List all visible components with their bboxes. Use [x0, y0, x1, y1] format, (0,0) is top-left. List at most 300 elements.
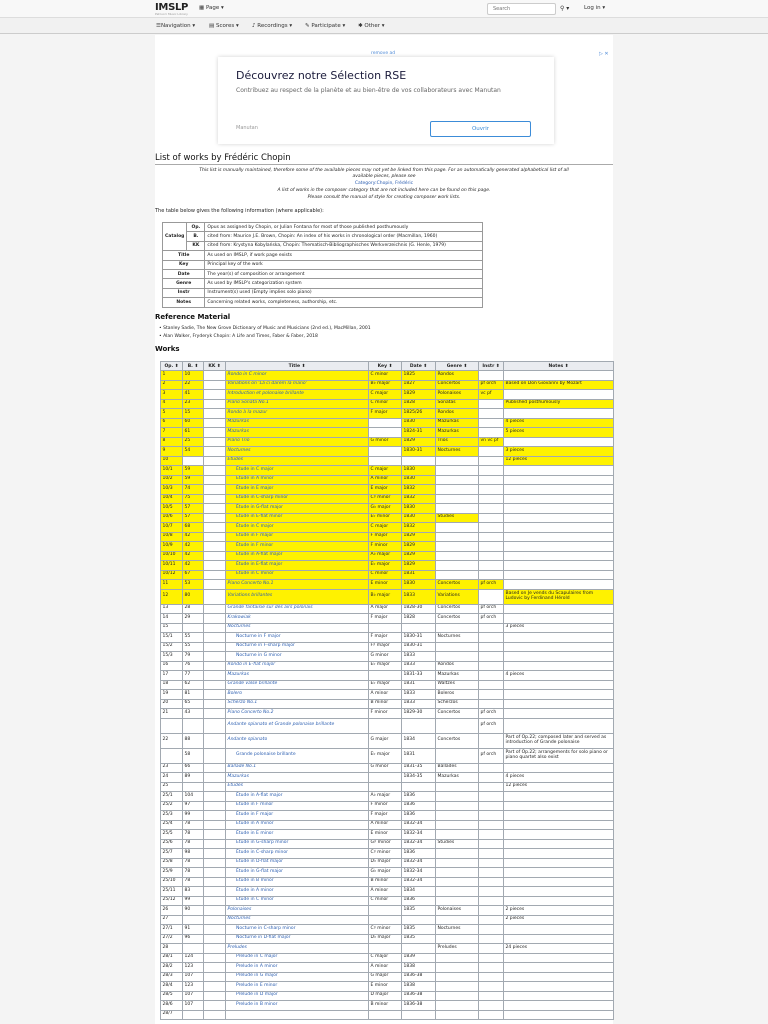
cell-date — [402, 782, 436, 792]
cell-genre: Sonatas — [436, 399, 479, 409]
legend-key: Key — [163, 260, 205, 269]
cell-kk — [204, 763, 226, 773]
cell-title[interactable]: Nocturnes — [226, 447, 369, 457]
cell-key: D♭ major — [369, 934, 402, 944]
legend-key: B. — [187, 232, 205, 241]
cell-brown: 15 — [183, 409, 204, 419]
nav-scores[interactable]: ▤ Scores ▾ — [209, 23, 239, 29]
cell-brown: 80 — [183, 589, 204, 604]
cell-kk — [204, 839, 226, 849]
cell-opus: 28/2 — [161, 963, 183, 973]
column-header[interactable]: Date ⬍ — [402, 362, 436, 371]
cell-title[interactable]: Étude in A-flat major — [226, 551, 369, 561]
table-row — [161, 428, 614, 438]
intro-line-2: available pieces, please see — [352, 174, 416, 179]
cell-opus: 7 — [161, 428, 183, 438]
cell-genre — [436, 494, 479, 504]
cell-opus: 23 — [161, 763, 183, 773]
cell-instr — [479, 801, 504, 811]
cell-brown: 67 — [183, 570, 204, 580]
legend-value: Concerning related works, completeness, authorship, etc. — [205, 298, 483, 307]
advertisement[interactable] — [218, 57, 554, 144]
cell-date: 1832 — [402, 485, 436, 495]
cell-genre — [436, 877, 479, 887]
cell-brown: 42 — [183, 561, 204, 571]
cell-title[interactable]: Étude in E minor — [226, 830, 369, 840]
cell-title[interactable]: Piano Sonata No.1 — [226, 399, 369, 409]
cell-kk — [204, 773, 226, 783]
cell-date: 1830 — [402, 580, 436, 590]
cell-kk — [204, 494, 226, 504]
cell-notes — [504, 551, 614, 561]
menu-icon: ☰ — [156, 23, 161, 29]
cell-notes — [504, 934, 614, 944]
cell-title[interactable]: Étude in C major — [226, 466, 369, 476]
imslp-logo[interactable]: IMSLP — [155, 2, 189, 13]
cell-date — [402, 1010, 436, 1020]
table-row — [161, 849, 614, 859]
cell-genre — [436, 792, 479, 802]
cell-key: F major — [369, 633, 402, 643]
cell-brown: 74 — [183, 485, 204, 495]
cell-kk — [204, 1001, 226, 1011]
cell-kk — [204, 944, 226, 954]
cell-notes — [504, 991, 614, 1001]
cell-title[interactable]: Bolero — [226, 690, 369, 700]
cell-opus: 4 — [161, 399, 183, 409]
page-menu-dropdown[interactable]: ▦ Page ▾ — [199, 5, 224, 11]
cell-kk — [204, 652, 226, 662]
cell-instr — [479, 661, 504, 671]
cell-instr: vc pf — [479, 390, 504, 400]
legend-row — [163, 232, 483, 241]
cell-notes — [504, 887, 614, 897]
cell-key: E minor — [369, 830, 402, 840]
legend-row — [163, 269, 483, 278]
cell-key — [369, 718, 402, 733]
intro-line-1: This list is manually maintained, therefore some of the available pieces may not yet be linked from this page. For an automatically generated alphabetical list of all — [199, 168, 569, 173]
column-header[interactable]: Notes ⬍ — [504, 362, 614, 371]
cell-opus: 25 — [161, 782, 183, 792]
cell-title[interactable]: Étude in A-flat major — [226, 792, 369, 802]
cell-title[interactable]: Ballade No.1 — [226, 763, 369, 773]
cell-notes — [504, 561, 614, 571]
table-row — [161, 839, 614, 849]
cell-notes — [504, 982, 614, 992]
works-heading: Works — [155, 345, 180, 353]
table-row — [161, 614, 614, 624]
cell-notes — [504, 580, 614, 590]
cell-title[interactable]: Étude in F minor — [226, 801, 369, 811]
cell-title[interactable]: Études — [226, 782, 369, 792]
cell-date: 1830-31 — [402, 447, 436, 457]
cell-notes — [504, 801, 614, 811]
nav-other[interactable]: ✱ Other ▾ — [358, 23, 385, 29]
table-row — [161, 763, 614, 773]
page-title: List of works by Frédéric Chopin — [155, 153, 613, 165]
cell-notes — [504, 896, 614, 906]
cell-notes — [504, 849, 614, 859]
cell-title[interactable]: Étude in F major — [226, 532, 369, 542]
cell-brown: 96 — [183, 934, 204, 944]
legend-row — [163, 241, 483, 250]
cell-instr — [479, 763, 504, 773]
table-row — [161, 561, 614, 571]
table-row — [161, 801, 614, 811]
cell-title[interactable]: Mazurkas — [226, 428, 369, 438]
cell-kk — [204, 925, 226, 935]
category-link[interactable]: Category:Chopin, Frédéric — [354, 181, 414, 186]
cell-title — [226, 1010, 369, 1020]
ad-close-icon[interactable]: ▷ ✕ — [599, 51, 609, 57]
cell-notes: 2 pieces — [504, 915, 614, 925]
cell-key: A minor — [369, 963, 402, 973]
cell-notes — [504, 690, 614, 700]
cell-title[interactable]: Étude in G-sharp minor — [226, 839, 369, 849]
cell-title[interactable]: Variations on 'Là ci darem la mano' — [226, 380, 369, 390]
cell-title[interactable]: Introduction et polonaise brillante — [226, 390, 369, 400]
cell-title[interactable]: Étude in A minor — [226, 820, 369, 830]
cell-title[interactable]: Preludes — [226, 944, 369, 954]
cell-title[interactable]: Mazurkas — [226, 418, 369, 428]
cell-title[interactable]: Nocturne in F-sharp major — [226, 642, 369, 652]
column-header[interactable]: Title ⬍ — [226, 362, 369, 371]
table-row — [161, 551, 614, 561]
cell-kk — [204, 623, 226, 633]
cell-kk — [204, 1010, 226, 1020]
cell-opus: 10/1 — [161, 466, 183, 476]
cell-genre — [436, 485, 479, 495]
cell-key: B minor — [369, 877, 402, 887]
cell-title[interactable]: Nocturne in G minor — [226, 652, 369, 662]
cell-kk — [204, 475, 226, 485]
cell-notes — [504, 811, 614, 821]
cell-notes — [504, 494, 614, 504]
cell-brown: 76 — [183, 661, 204, 671]
top-bar — [0, 0, 768, 18]
cell-genre: Nocturnes — [436, 925, 479, 935]
cell-instr — [479, 589, 504, 604]
cell-genre: Concertos — [436, 604, 479, 614]
cell-title[interactable]: Étude in C minor — [226, 570, 369, 580]
cell-date: 1836-38 — [402, 991, 436, 1001]
cell-title[interactable]: Piano Concerto No.2 — [226, 709, 369, 719]
cell-brown: 75 — [183, 494, 204, 504]
cell-opus: 26 — [161, 906, 183, 916]
cell-notes — [504, 718, 614, 733]
cell-brown: 78 — [183, 820, 204, 830]
cell-title[interactable]: Piano Trio — [226, 437, 369, 447]
cell-title[interactable]: Prelude in G major — [226, 972, 369, 982]
cell-title[interactable]: Prelude in A minor — [226, 963, 369, 973]
search-icon[interactable]: ⚲ ▾ — [560, 5, 570, 12]
cell-key — [369, 671, 402, 681]
ad-open-button[interactable]: Ouvrir — [430, 121, 531, 137]
cell-opus: 18 — [161, 680, 183, 690]
cell-genre: Studies — [436, 839, 479, 849]
cell-date: 1838 — [402, 982, 436, 992]
cell-instr — [479, 877, 504, 887]
cell-title[interactable]: Prelude in D major — [226, 991, 369, 1001]
cell-brown: 41 — [183, 390, 204, 400]
scores-icon: ▤ — [209, 23, 216, 29]
cell-brown: 42 — [183, 542, 204, 552]
legend-value: Principal key of the work — [205, 260, 483, 269]
cell-brown: 55 — [183, 642, 204, 652]
cell-brown: 23 — [183, 399, 204, 409]
table-row — [161, 733, 614, 748]
cell-key: E minor — [369, 580, 402, 590]
cell-genre — [436, 915, 479, 925]
table-row — [161, 418, 614, 428]
nav-participate[interactable]: ✎ Participate ▾ — [305, 23, 346, 29]
cell-title[interactable]: Étude in A minor — [226, 887, 369, 897]
column-header[interactable]: KK ⬍ — [204, 362, 226, 371]
cell-genre: Mazurkas — [436, 773, 479, 783]
column-header[interactable]: Genre ⬍ — [436, 362, 479, 371]
cell-opus: 25/3 — [161, 811, 183, 821]
table-row — [161, 811, 614, 821]
cell-title[interactable]: Nocturne in F major — [226, 633, 369, 643]
cell-title[interactable]: Étude in C-sharp minor — [226, 494, 369, 504]
cell-brown: 66 — [183, 763, 204, 773]
cell-title[interactable]: Étude in B minor — [226, 877, 369, 887]
cell-brown: 29 — [183, 614, 204, 624]
legend-value: Opus as assigned by Chopin, or Julian Fontana for most of those published posthumously — [205, 223, 483, 232]
cell-title[interactable]: Grande fantaisie sur des airs polonais — [226, 604, 369, 614]
cell-kk — [204, 991, 226, 1001]
cell-title[interactable]: Mazurkas — [226, 671, 369, 681]
cell-brown — [183, 944, 204, 954]
cell-title[interactable]: Grande polonaise brillante — [226, 748, 369, 763]
cell-title[interactable]: Variations brillantes — [226, 589, 369, 604]
cell-key: G major — [369, 972, 402, 982]
cell-opus: 25/7 — [161, 849, 183, 859]
cell-opus: 17 — [161, 671, 183, 681]
cell-title[interactable]: Nocturnes — [226, 915, 369, 925]
cell-kk — [204, 409, 226, 419]
cell-instr — [479, 733, 504, 748]
cell-date: 1831-35 — [402, 763, 436, 773]
cell-title[interactable]: Étude in G-flat major — [226, 504, 369, 514]
cell-opus: 8 — [161, 437, 183, 447]
cell-title[interactable]: Rondo in E-flat major — [226, 661, 369, 671]
cell-date: 1832-34 — [402, 877, 436, 887]
cell-notes — [504, 504, 614, 514]
cell-title[interactable]: Piano Concerto No.1 — [226, 580, 369, 590]
cell-key: E♭ major — [369, 661, 402, 671]
cell-title[interactable]: Étude in F minor — [226, 542, 369, 552]
cell-key: A♭ major — [369, 792, 402, 802]
cell-title[interactable]: Andante spianato — [226, 733, 369, 748]
cell-title[interactable]: Krakowiak — [226, 614, 369, 624]
column-header[interactable]: Op. ⬍ — [161, 362, 183, 371]
cell-opus: 25/2 — [161, 801, 183, 811]
cell-title[interactable]: Étude in F major — [226, 811, 369, 821]
cell-title[interactable]: Étude in D-flat major — [226, 858, 369, 868]
cell-kk — [204, 915, 226, 925]
table-row — [161, 399, 614, 409]
cell-kk — [204, 868, 226, 878]
cell-notes — [504, 925, 614, 935]
cell-brown: 61 — [183, 428, 204, 438]
cell-kk — [204, 782, 226, 792]
cell-key: F minor — [369, 801, 402, 811]
cell-date: 1830-31 — [402, 642, 436, 652]
cell-key: F major — [369, 614, 402, 624]
cell-title[interactable]: Nocturnes — [226, 623, 369, 633]
cell-key — [369, 456, 402, 466]
table-row — [161, 580, 614, 590]
cell-title[interactable]: Scherzo No.1 — [226, 699, 369, 709]
cell-instr — [479, 652, 504, 662]
cell-notes: 3 pieces — [504, 447, 614, 457]
cell-title[interactable]: Étude in A minor — [226, 475, 369, 485]
cell-opus: 28/5 — [161, 991, 183, 1001]
table-row — [161, 380, 614, 390]
cell-key: A minor — [369, 820, 402, 830]
cell-kk — [204, 830, 226, 840]
cell-opus: 24 — [161, 773, 183, 783]
cell-notes — [504, 830, 614, 840]
cell-genre: Polonaises — [436, 390, 479, 400]
cell-date: 1838 — [402, 963, 436, 973]
cell-brown: 60 — [183, 418, 204, 428]
column-header[interactable]: B. ⬍ — [183, 362, 204, 371]
cell-notes — [504, 570, 614, 580]
cell-instr — [479, 475, 504, 485]
cell-notes — [504, 642, 614, 652]
cell-notes: 12 pieces — [504, 782, 614, 792]
cell-opus: 25/9 — [161, 868, 183, 878]
cell-kk — [204, 532, 226, 542]
cell-key: C major — [369, 523, 402, 533]
cell-instr — [479, 513, 504, 523]
cell-brown: 42 — [183, 551, 204, 561]
cell-title[interactable]: Étude in E-flat minor — [226, 513, 369, 523]
search-input[interactable] — [487, 3, 556, 15]
cell-brown: 98 — [183, 849, 204, 859]
cell-instr — [479, 399, 504, 409]
cell-date: 1829 — [402, 551, 436, 561]
cell-key: F♯ major — [369, 642, 402, 652]
cell-title[interactable]: Prelude in E minor — [226, 982, 369, 992]
cell-title[interactable]: Grande valse brillante — [226, 680, 369, 690]
cell-date: 1830 — [402, 418, 436, 428]
cell-date: 1833 — [402, 699, 436, 709]
cell-title[interactable]: Mazurkas — [226, 773, 369, 783]
cell-key — [369, 944, 402, 954]
table-row — [161, 475, 614, 485]
cell-genre — [436, 456, 479, 466]
cell-genre — [436, 570, 479, 580]
cell-title[interactable]: Étude in C-sharp minor — [226, 849, 369, 859]
cell-notes — [504, 1001, 614, 1011]
cell-date: 1830-31 — [402, 633, 436, 643]
cell-notes — [504, 839, 614, 849]
cell-opus: 10 — [161, 456, 183, 466]
cell-opus: 10/10 — [161, 551, 183, 561]
cell-genre: Mazurkas — [436, 418, 479, 428]
cell-instr — [479, 633, 504, 643]
cell-instr — [479, 782, 504, 792]
cell-key — [369, 773, 402, 783]
cell-title[interactable]: Nocturne in C-sharp minor — [226, 925, 369, 935]
cell-brown: 22 — [183, 380, 204, 390]
cell-genre: Trios — [436, 437, 479, 447]
legend-key: Instr — [163, 288, 205, 297]
nav-navigation[interactable]: ☰Navigation ▾ — [156, 23, 196, 29]
cell-notes: Published posthumously — [504, 399, 614, 409]
cell-kk — [204, 934, 226, 944]
table-row — [161, 466, 614, 476]
cell-instr — [479, 887, 504, 897]
legend-key: Notes — [163, 298, 205, 307]
cell-title[interactable]: Étude in E-flat major — [226, 561, 369, 571]
cell-notes — [504, 437, 614, 447]
cell-genre — [436, 542, 479, 552]
column-header[interactable]: Key ⬍ — [369, 362, 402, 371]
cell-title[interactable]: Rondo in C minor — [226, 371, 369, 381]
cell-title[interactable]: Études — [226, 456, 369, 466]
legend-key: Genre — [163, 279, 205, 288]
cell-title[interactable]: Étude in E major — [226, 485, 369, 495]
table-row — [161, 409, 614, 419]
cell-brown — [183, 718, 204, 733]
cell-title[interactable]: Rondo à la mazur — [226, 409, 369, 419]
cell-opus: 6 — [161, 418, 183, 428]
cell-title[interactable]: Prelude in B minor — [226, 1001, 369, 1011]
cell-genre — [436, 1010, 479, 1020]
column-header[interactable]: Instr ⬍ — [479, 362, 504, 371]
cell-key: F major — [369, 409, 402, 419]
table-row — [161, 671, 614, 681]
table-row — [161, 532, 614, 542]
cell-kk — [204, 887, 226, 897]
cell-title[interactable]: Prelude in C major — [226, 953, 369, 963]
cell-key: G minor — [369, 437, 402, 447]
cell-date: 1836 — [402, 849, 436, 859]
cell-key: E♭ major — [369, 680, 402, 690]
cell-genre — [436, 887, 479, 897]
cell-title[interactable]: Étude in G-flat major — [226, 868, 369, 878]
cell-title[interactable]: Étude in C major — [226, 523, 369, 533]
cell-key: C minor — [369, 896, 402, 906]
cell-key: G major — [369, 733, 402, 748]
cell-notes — [504, 868, 614, 878]
login-menu[interactable]: Log in ▾ — [584, 5, 606, 11]
cell-key — [369, 1010, 402, 1020]
remove-ad-link[interactable]: remove ad — [371, 51, 396, 56]
cell-opus: 10/12 — [161, 570, 183, 580]
cell-title[interactable]: Andante spianato et Grande polonaise brillante — [226, 718, 369, 733]
cell-date — [402, 944, 436, 954]
cell-notes: Part of Op.22; arrangements for solo piano or piano quartet also exist — [504, 748, 614, 763]
cell-brown: 97 — [183, 801, 204, 811]
cell-brown: 65 — [183, 699, 204, 709]
cell-kk — [204, 858, 226, 868]
nav-recordings[interactable]: ♪ Recordings ▾ — [252, 23, 293, 29]
cell-brown: 78 — [183, 858, 204, 868]
cell-notes: 4 pieces — [504, 418, 614, 428]
cell-notes — [504, 858, 614, 868]
cell-brown: 57 — [183, 504, 204, 514]
cell-date: 1834-35 — [402, 773, 436, 783]
cell-title[interactable]: Nocturne in D-flat major — [226, 934, 369, 944]
cell-title[interactable]: Étude in C minor — [226, 896, 369, 906]
cell-title[interactable]: Polonaises — [226, 906, 369, 916]
cell-genre — [436, 466, 479, 476]
